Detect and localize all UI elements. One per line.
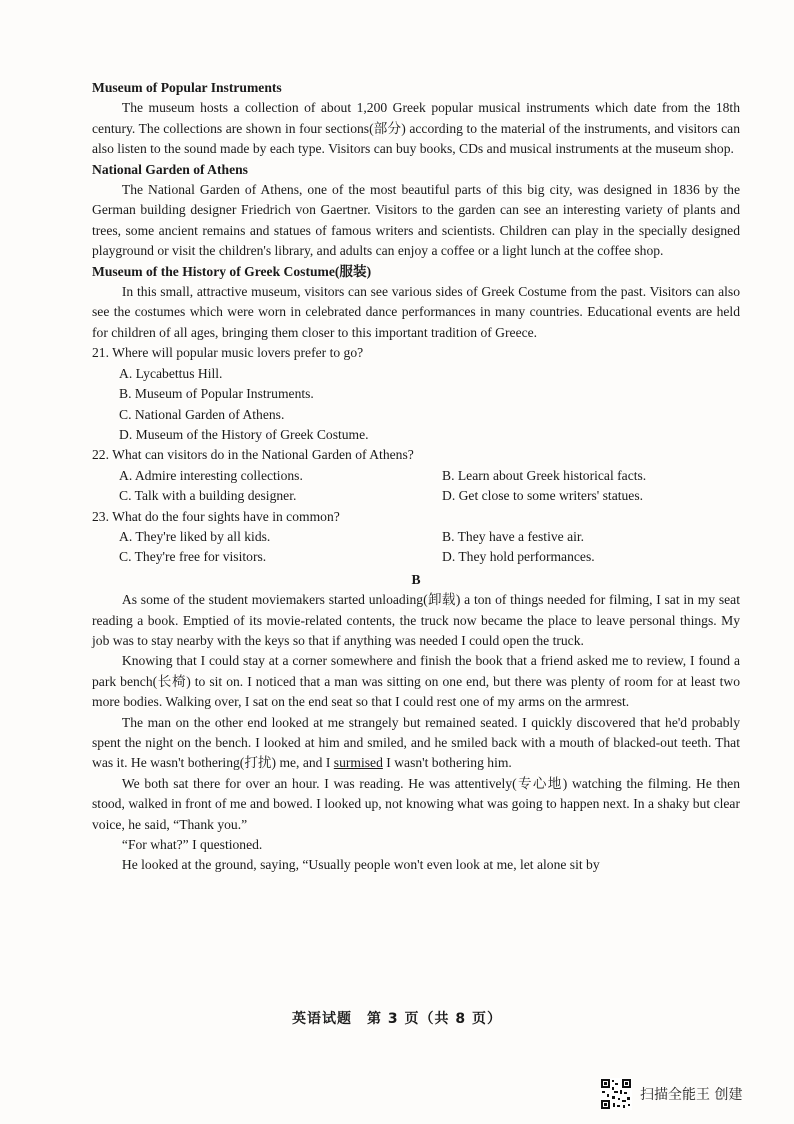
passage-b-paragraph-3 — [92, 713, 740, 774]
paragraph-text: I wasn't bothering him. — [382, 755, 512, 771]
option-a: A. They're liked by all kids. — [119, 528, 271, 544]
option-c: C. National Garden of Athens. — [119, 406, 285, 422]
passage-b-paragraph-2: Knowing that I could stay at a corner somewhere and finish the book that a friend asked me to review, I found a park bench(长椅) to sit on. I noticed that a man was sitting on one end, but there was plenty of room for at least two more bodies. Walking over, I sat on the end seat so that I could rest one of my arms on the armrest. — [92, 653, 740, 710]
scanner-stamp — [600, 1078, 742, 1110]
option-a: A. Lycabettus Hill. — [119, 365, 223, 381]
scanner-label: 扫描全能王 创建 — [640, 1087, 743, 1103]
passage-b-paragraph-6: He looked at the ground, saying, “Usually people won't even look at me, let alone sit by — [121, 857, 600, 873]
option-a: A. Admire interesting collections. — [119, 467, 303, 483]
paragraph-instruments: The museum hosts a collection of about 1,200 Greek popular musical instruments which date from the 18th century. The collections are shown in four sections(部分) according to the material of the instruments, and visitors can also listen to the sound made by each type. Visitors can buy books, CDs and musical instruments at the museum shop. — [92, 100, 740, 157]
heading-costume: Museum of the History of Greek Costume(服装) — [92, 263, 372, 279]
option-b: B. Museum of Popular Instruments. — [119, 386, 314, 402]
page-footer: 英语试题 第 3 页（共 8 页） — [292, 1011, 502, 1027]
question-stem: 22. What can visitors do in the National Garden of Athens? — [92, 447, 414, 463]
option-d: D. They hold performances. — [442, 549, 595, 565]
option-b: B. Learn about Greek historical facts. — [442, 467, 647, 483]
question-stem: 21. Where will popular music lovers prefer to go? — [92, 345, 364, 361]
paragraph-costume: In this small, attractive museum, visitors can see various sides of Greek Costume from the past. Visitors can also see the costumes which were worn in celebrated dance performances in many countries. Educational events are held for children of all ages, bringing them closer to this important tradition of Greece. — [92, 284, 740, 340]
question-stem: 23. What do the four sights have in common? — [92, 508, 340, 524]
section-b-label: B — [411, 571, 421, 587]
question-21 — [92, 343, 740, 445]
passage-b-paragraph-4: We both sat there for over an hour. I was reading. He was attentively(专心地) watching the filming. He then stood, walked in front of me and bowed. I looked up, not knowing what was going to happen next. In a shaky but clear voice, he said, “Thank you.” — [92, 775, 740, 832]
passage-b-paragraph-5: “For what?” I questioned. — [121, 837, 263, 853]
exam-page — [92, 78, 740, 876]
heading-instruments: Museum of Popular Instruments — [92, 80, 282, 95]
qr-code-icon — [600, 1078, 632, 1110]
underlined-word: surmised — [333, 755, 383, 771]
question-23 — [92, 507, 740, 568]
heading-garden: National Garden of Athens — [92, 161, 248, 177]
question-22 — [92, 445, 740, 506]
option-d: D. Get close to some writers' statues. — [442, 488, 644, 504]
option-list — [92, 527, 740, 568]
paragraph-text: The man on the other end looked at me strangely but remained seated. I quickly discovered that he'd probably spent the night on the bench. I looked at him and smiled, and he smiled back with a mouth of blacked-out teeth. That was it. He wasn't bothering(打扰) me, and I — [92, 714, 740, 771]
option-list — [92, 466, 740, 507]
option-list — [92, 364, 740, 446]
option-c: C. They're free for visitors. — [119, 549, 267, 565]
passage-b-paragraph-1: As some of the student moviemakers started unloading(卸载) a ton of things needed for filming, I sat in my seat reading a book. Emptied of its movie-related contents, the truck now became the place to leave personal things. My job was to stay nearby with the keys so that if anything was needed I could open the truck. — [92, 592, 740, 648]
option-c: C. Talk with a building designer. — [119, 488, 297, 504]
option-d: D. Museum of the History of Greek Costume. — [119, 426, 369, 442]
option-b: B. They have a festive air. — [442, 528, 585, 544]
paragraph-garden: The National Garden of Athens, one of the most beautiful parts of this big city, was designed in 1836 by the German building designer Friedrich von Gaertner. Visitors to the garden can see an interesting variety of plants and trees, some ancient remains and statues of famous writers and scientists. Children can play in the specially designed playground or visit the children's library, and adults can enjoy a coffee or a light lunch at the coffee shop. — [92, 182, 740, 259]
